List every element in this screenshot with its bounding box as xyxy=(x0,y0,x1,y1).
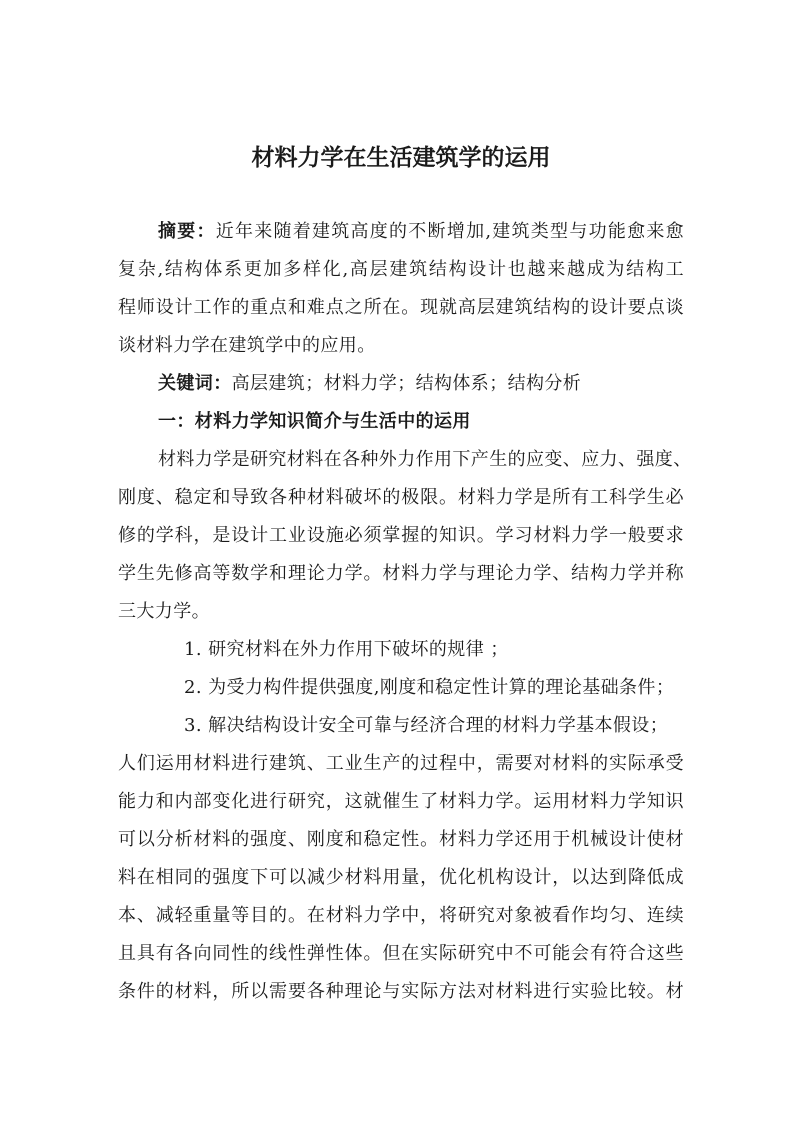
abstract-label: 摘要： xyxy=(158,221,216,242)
paragraph1-line-4: 学生先修高等数学和理论力学。材料力学与理论力学、结构力学并称 xyxy=(118,563,684,584)
abstract-text: 近年来随着建筑高度的不断增加,建筑类型与功能愈来愈 xyxy=(215,221,684,242)
keywords-label: 关键词： xyxy=(158,373,232,394)
paragraph2-line-4: 料在相同的强度下可以减少材料用量，优化机构设计，以达到降低成 xyxy=(118,867,684,888)
list-item-3: 3. 解决结构设计安全可靠与经济合理的材料力学基本假设； xyxy=(184,715,669,736)
abstract-line-2: 复杂,结构体系更加多样化,高层建筑结构设计也越来越成为结构工 xyxy=(118,259,684,280)
paragraph2-line-2: 能力和内部变化进行研究，这就催生了材料力学。运用材料力学知识 xyxy=(118,791,684,812)
paragraph2-line-6: 且具有各向同性的线性弹性体。但在实际研究中不可能会有符合这些 xyxy=(118,943,684,964)
keywords-text: 高层建筑；材料力学；结构体系；结构分析 xyxy=(231,373,582,394)
paragraph1-line-2: 刚度、稳定和导致各种材料破坏的极限。材料力学是所有工科学生必 xyxy=(118,487,684,508)
abstract-line-1 xyxy=(158,217,684,247)
document-title: 材料力学在生活建筑学的运用 xyxy=(251,144,551,171)
paragraph2-line-5: 本、减轻重量等目的。在材料力学中，将研究对象被看作均匀、连续 xyxy=(118,905,684,926)
paragraph2-line-7: 条件的材料，所以需要各种理论与实际方法对材料进行实验比较。材 xyxy=(118,981,684,1002)
paragraph1-line-1: 材料力学是研究材料在各种外力作用下产生的应变、应力、强度、 xyxy=(158,449,692,470)
abstract-line-3: 程师设计工作的重点和难点之所在。现就高层建筑结构的设计要点谈 xyxy=(118,297,684,318)
paragraph2-line-1: 人们运用材料进行建筑、工业生产的过程中，需要对材料的实际承受 xyxy=(118,753,684,774)
list-item-1: 1. 研究材料在外力作用下破坏的规律 ； xyxy=(184,639,509,660)
keywords-line xyxy=(158,369,581,399)
paragraph1-line-5: 三大力学。 xyxy=(118,601,210,622)
paragraph2-line-3: 可以分析材料的强度、刚度和稳定性。材料力学还用于机械设计使材 xyxy=(118,829,684,850)
paragraph1-line-3: 修的学科，是设计工业设施必须掌握的知识。学习材料力学一般要求 xyxy=(118,525,684,546)
list-item-2: 2. 为受力构件提供强度,刚度和稳定性计算的理论基础条件； xyxy=(184,677,675,698)
section-heading: 一：材料力学知识简介与生活中的运用 xyxy=(158,411,471,432)
abstract-line-4: 谈材料力学在建筑学中的应用。 xyxy=(118,335,376,356)
